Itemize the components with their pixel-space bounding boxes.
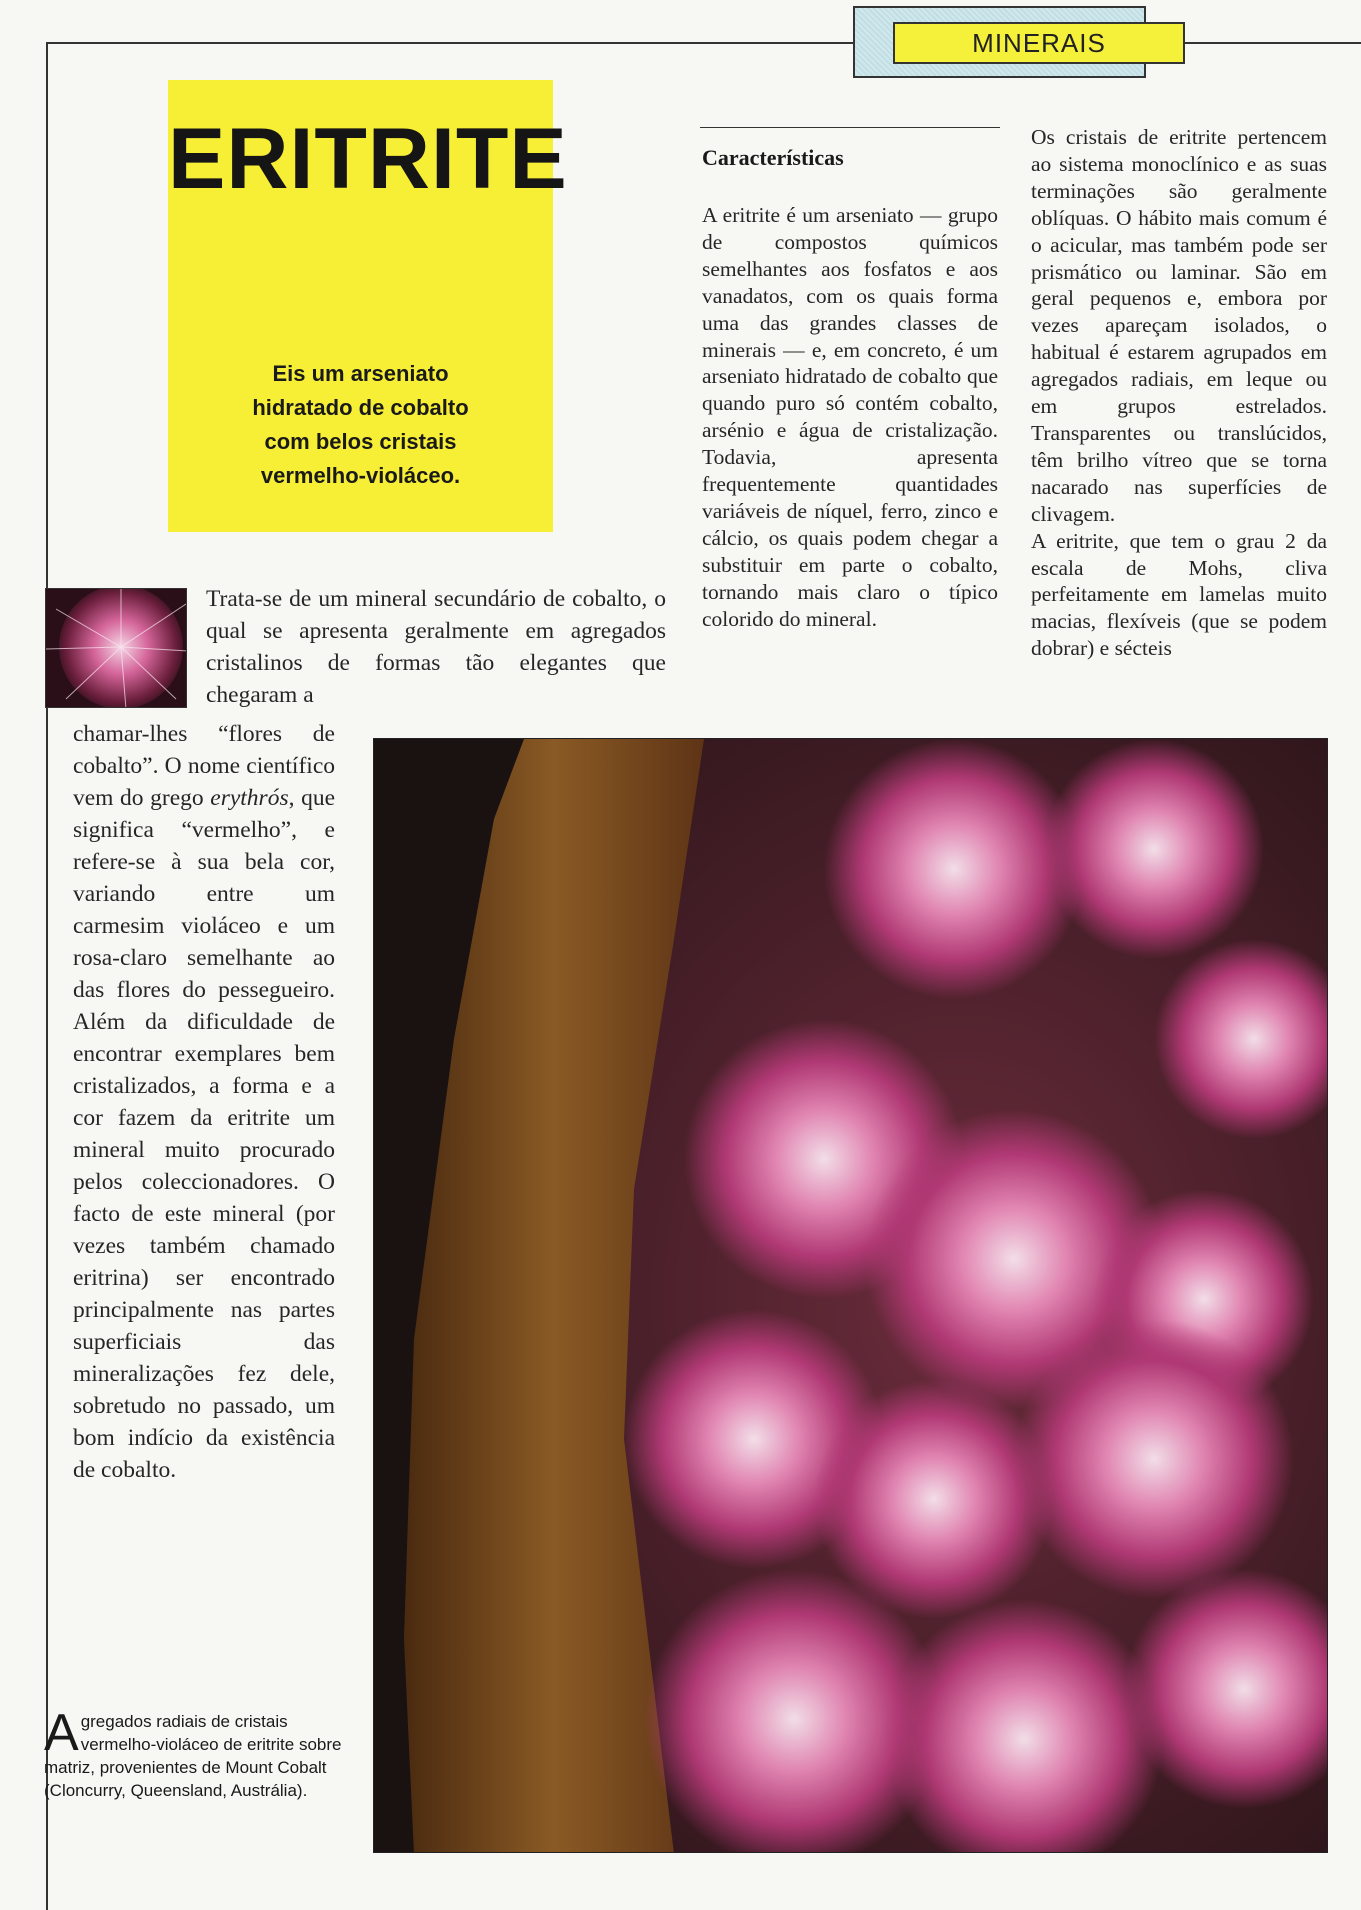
intro-text: Trata-se de um mineral secundário de cobalto, o qual se apresenta geralmente em agregados cristalinos de formas tão elegantes que chegaram a [206, 586, 666, 708]
characteristics-column-2: A eritrite é um arseniato — grupo de compostos químicos semelhantes aos fosfatos e aos vanadatos, com os quais forma uma das grandes classes de minerais — e, em concreto, é um arseniato hidratado de cobalto que quando puro só contém cobalto, arsénio e água de cristalização. Todavia, apresenta frequentemente quantidades variáveis de níquel, ferro, zinco e cálcio, os quais podem chegar a substituir em parte o cobalto, tornando mais claro o típico colorido do mineral. [702, 203, 998, 631]
intro-text-part-b: , que significa “vermelho”, e refere-se à sua bela cor, variando entre um carmesim violáceo e um rosa-claro semelhante ao das flores do pessegueiro. Além da dificuldade de encontrar exemplares bem cristalizados, a forma e a cor fazem da eritrite um mineral muito procurado pelos coleccionadores. O facto de este mineral (por vezes também chamado eritrina) ser encontrado principalmente nas partes superficiais das mineralizações fez dele, sobretudo no passado, um bom indício da existência de cobalto. [73, 785, 335, 1483]
characteristics-heading: Características [702, 145, 844, 170]
header-rule [1185, 42, 1361, 44]
intro-italic-term: erythrós [210, 785, 289, 811]
section-tab-label: MINERAIS [893, 22, 1185, 64]
characteristics-column-3: Os cristais de eritrite pertencem ao sistema monoclínico e as suas terminações são geralmente oblíquas. O hábito mais comum é o acicular, mas também pode ser prismático ou laminar. São em geral pequenos e, embora por vezes apareçam isolados, o habitual é estarem agrupados em agregados radiais, em leque ou em grupos estrelados. Transparentes ou translúcidos, têm brilho vítreo que se torna nacarado nas superfícies de clivagem. A eritrite, que tem o grau 2 da escala de Mohs, cliva perfeitamente em lamelas muito macias, flexíveis (que se podem dobrar) e sécteis [1031, 125, 1327, 661]
caption-dropcap: A [44, 1704, 79, 1762]
thumbnail-photo [45, 588, 187, 708]
caption-text: gregados radiais de cristais vermelho-violáceo de eritrite sobre matriz, provenientes de Mount Cobalt (Cloncurry, Queensland, Austrália). [44, 1712, 342, 1800]
column-rule [700, 127, 1000, 128]
intro-text-part-a: chamar-lhes “flores de cobalto”. O nome científico vem do grego [73, 721, 335, 811]
lead-text: Eis um arseniato hidratado de cobalto com belos cristais vermelho-violáceo. [252, 361, 469, 488]
page-title: ERITRITE [168, 111, 568, 207]
main-photo [373, 738, 1328, 1853]
intro-column [73, 718, 335, 1486]
title-box [168, 80, 568, 532]
photo-caption [44, 1704, 344, 1802]
